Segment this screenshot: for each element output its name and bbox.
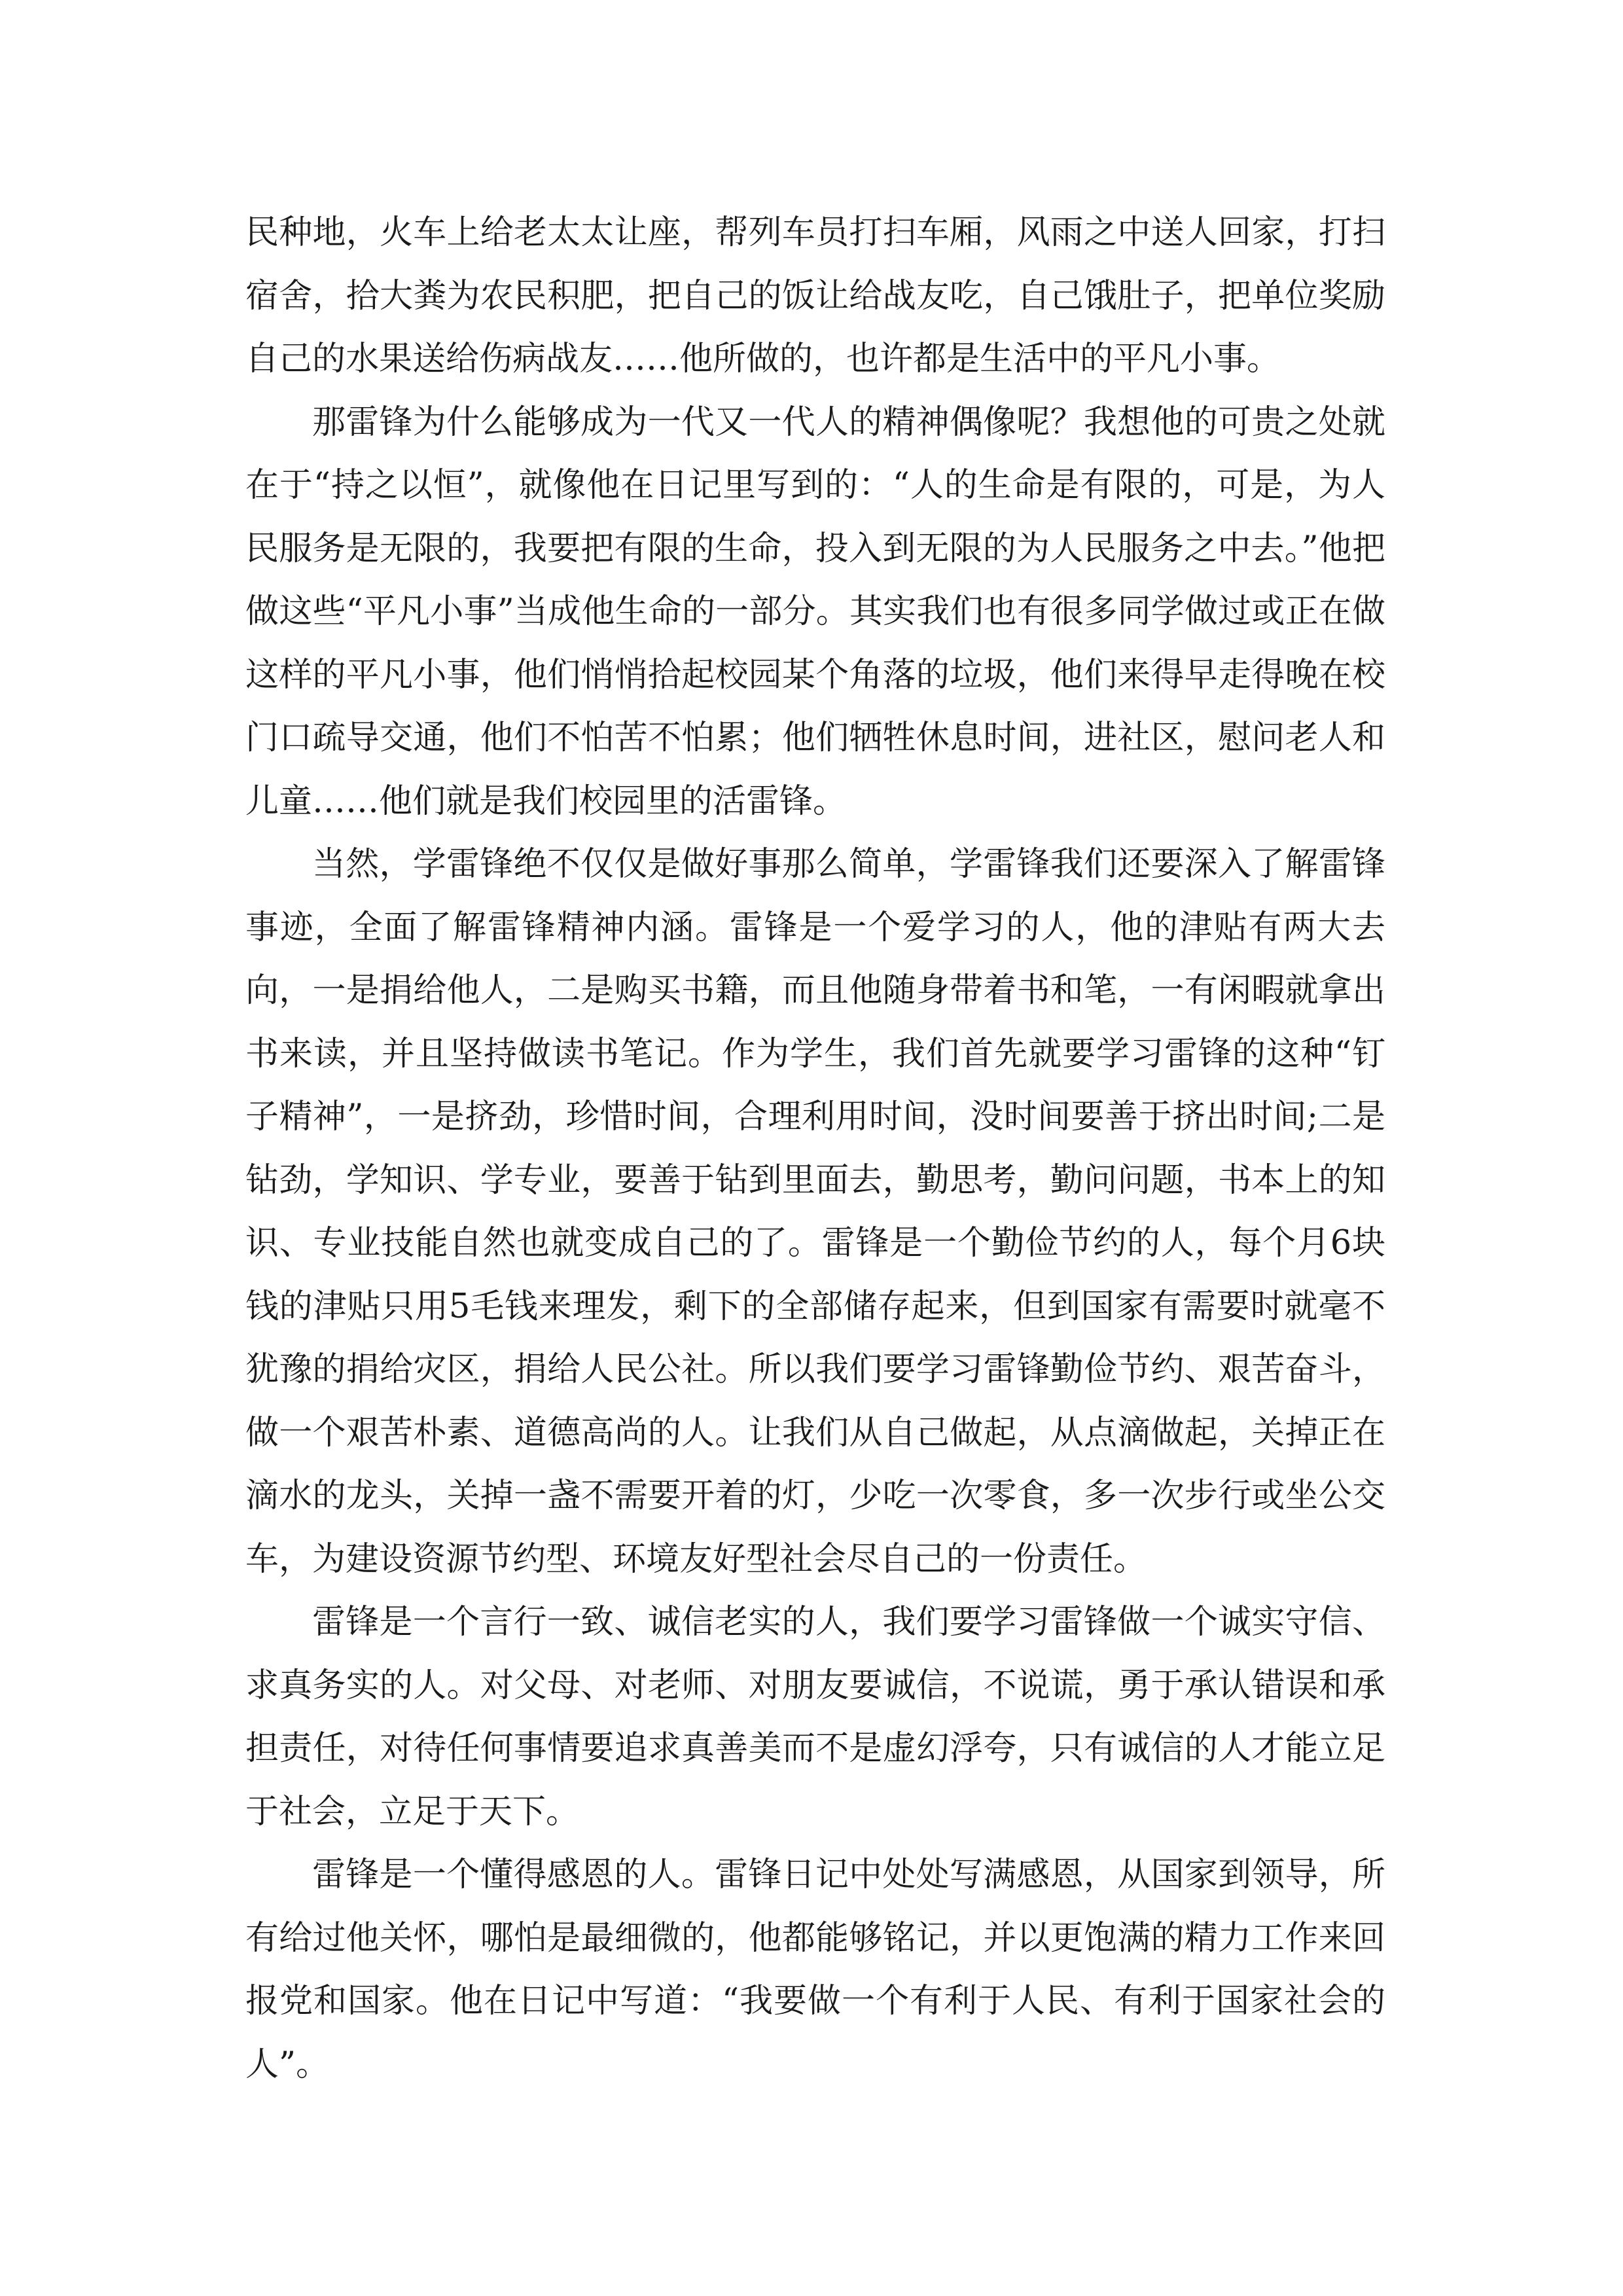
paragraph-4: 雷锋是一个言行一致、诚信老实的人，我们要学习雷锋做一个诚实守信、求真务实的人。对父母、对老师、对朋友要诚信，不说谎，勇于承认错误和承担责任，对待任何事情要追求真善美而不是虚幻浮夸，只有诚信的人才能立足于社会，立足于天下。 (245, 1603, 1385, 1831)
paragraph-1: 民种地，火车上给老太太让座，帮列车员打扫车厢，风雨之中送人回家，打扫宿舍，拾大粪为农民积肥，把自己的饭让给战友吃，自己饿肚子，把单位奖励自己的水果送给伤病战友……他所做的，也许都是生活中的平凡小事。 (245, 213, 1385, 378)
paragraph-2: 那雷锋为什么能够成为一代又一代人的精神偶像呢？我想他的可贵之处就在于“持之以恒”，就像他在日记里写到的：“人的生命是有限的，可是，为人民服务是无限的，我要把有限的生命，投入到无限的为人民服务之中去。”他把做这些“平凡小事”当成他生命的一部分。其实我们也有很多同学做过或正在做这样的平凡小事，他们悄悄拾起校园某个角落的垃圾，他们来得早走得晚在校门口疏导交通，他们不怕苦不怕累；他们牺牲休息时间，进社区，慰问老人和儿童……他们就是我们校园里的活雷锋。 (245, 403, 1385, 821)
paragraph-5: 雷锋是一个懂得感恩的人。雷锋日记中处处写满感恩，从国家到领导，所有给过他关怀，哪怕是最细微的，他都能够铭记，并以更饱满的精力工作来回报党和国家。他在日记中写道：“我要做一个有利于人民、有利于国家社会的人”。 (245, 1856, 1385, 2084)
paragraph-3: 当然，学雷锋绝不仅仅是做好事那么简单，学雷锋我们还要深入了解雷锋事迹，全面了解雷锋精神内涵。雷锋是一个爱学习的人，他的津贴有两大去向，一是捐给他人，二是购买书籍，而且他随身带着书和笔，一有闲暇就拿出书来读，并且坚持做读书笔记。作为学生，我们首先就要学习雷锋的这种“钉子精神”，一是挤劲，珍惜时间，合理利用时间，没时间要善于挤出时间;二是钻劲，学知识、学专业，要善于钻到里面去，勤思考，勤问问题，书本上的知识、专业技能自然也就变成自己的了。雷锋是一个勤俭节约的人，每个月6块钱的津贴只用5毛钱来理发，剩下的全部储存起来，但到国家有需要时就毫不犹豫的捐给灾区，捐给人民公社。所以我们要学习雷锋勤俭节约、艰苦奋斗，做一个艰苦朴素、道德高尚的人。让我们从自己做起，从点滴做起，关掉正在滴水的龙头，关掉一盏不需要开着的灯，少吃一次零食，多一次步行或坐公交车，为建设资源节约型、环境友好型社会尽自己的一份责任。 (245, 845, 1385, 1579)
document-body (245, 202, 1385, 2096)
